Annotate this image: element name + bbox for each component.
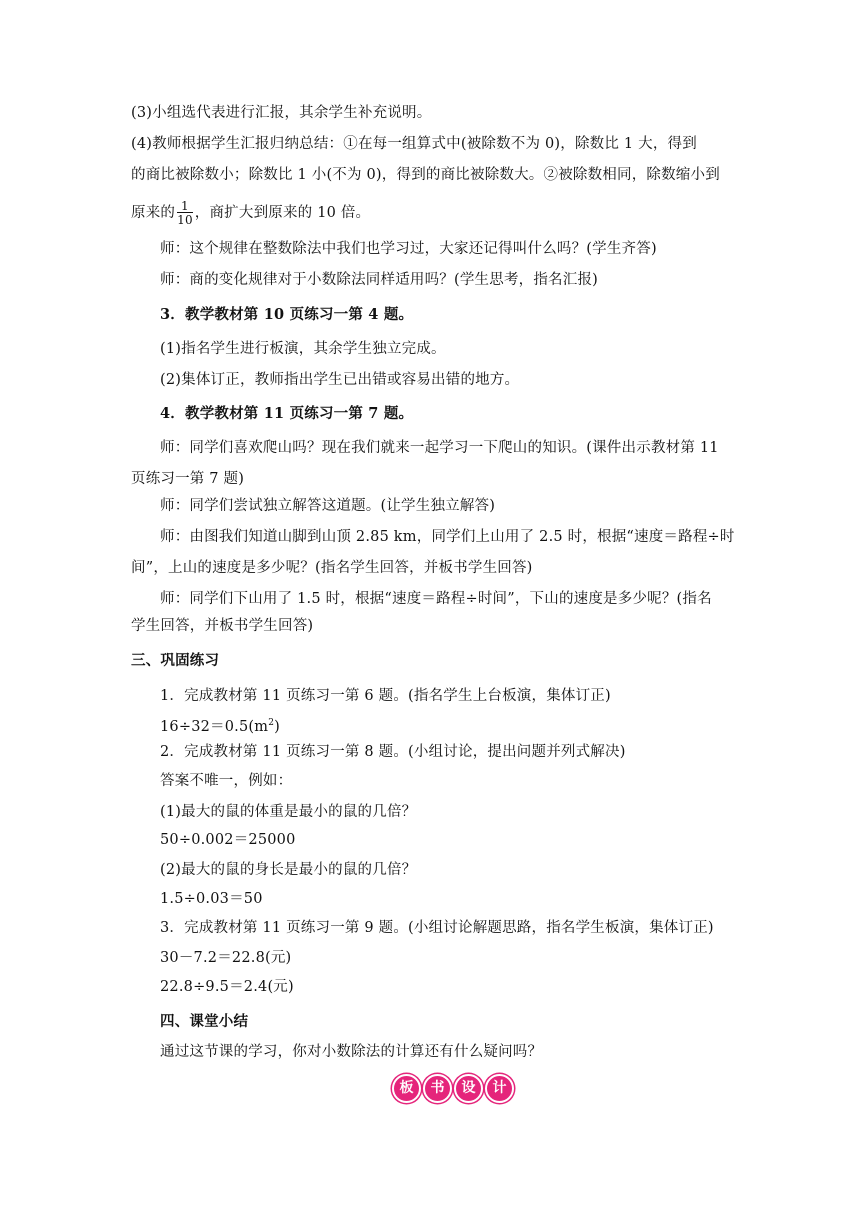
paragraph-line: 师：同学们喜欢爬山吗？现在我们就来一起学习一下爬山的知识。(课件出示教材第 11 (160, 440, 719, 456)
paragraph-line: 3．完成教材第 11 页练习一第 9 题。(小组讨论解题思路，指名学生板演，集体订正) (160, 920, 714, 936)
section-item-heading: 4．教学教材第 11 页练习一第 7 题。 (160, 405, 414, 422)
paragraph-line: 学生回答，并板书学生回答) (131, 618, 314, 634)
badge-char: 书 (423, 1074, 452, 1103)
section-heading: 四、课堂小结 (160, 1013, 249, 1030)
board-design-badge (392, 1074, 514, 1103)
paragraph-line: (1)最大的鼠的体重是最小的鼠的几倍？ (160, 804, 417, 820)
paragraph-line: 师：这个规律在整数除法中我们也学习过，大家还记得叫什么吗？(学生齐答) (160, 241, 657, 257)
equation-text: 16÷32＝0.5(m (160, 718, 269, 735)
paragraph-line: (2)集体订正，教师指出学生已出错或容易出错的地方。 (160, 372, 520, 388)
paragraph-line: (2)最大的鼠的身长是最小的鼠的几倍？ (160, 862, 417, 878)
equation-line: 30－7.2＝22.8(元) (160, 950, 292, 966)
paragraph-line: 通过这节课的学习，你对小数除法的计算还有什么疑问吗？ (160, 1044, 543, 1060)
fraction-denominator: 10 (177, 213, 193, 227)
paragraph-line: 师：同学们尝试独立解答这道题。(让学生独立解答) (160, 498, 496, 514)
paragraph-line: 的商比被除数小；除数比 1 小(不为 0)，得到的商比被除数大。②被除数相同，除数缩小到 (131, 167, 720, 183)
paragraph-line: (1)指名学生进行板演，其余学生独立完成。 (160, 341, 446, 357)
text-segment: 原来的 (131, 205, 176, 221)
paragraph-line: 2．完成教材第 11 页练习一第 8 题。(小组讨论，提出问题并列式解决) (160, 744, 626, 760)
text-segment: ，商扩大到原来的 10 倍。 (194, 205, 371, 221)
paragraph-line: 答案不唯一，例如： (160, 773, 293, 789)
paragraph-line: (4)教师根据学生汇报归纳总结：①在每一组算式中(被除数不为 0)，除数比 1 大，得到 (131, 136, 697, 152)
equation-line: 1.5÷0.03＝50 (160, 891, 263, 907)
equation-text: ) (274, 718, 281, 735)
fraction (177, 200, 193, 226)
equation-line: 50÷0.002＝25000 (160, 832, 296, 848)
superscript: 2 (268, 718, 275, 728)
paragraph-line: 页练习一第 7 题) (131, 471, 245, 487)
badge-char: 计 (485, 1074, 514, 1103)
paragraph-line: 师：由图我们知道山脚到山顶 2.85 km，同学们上山用了 2.5 时，根据“速度＝路程÷时 (160, 529, 735, 545)
equation-line (160, 713, 280, 737)
paragraph-line-fraction (131, 200, 370, 226)
equation-line: 22.8÷9.5＝2.4(元) (160, 979, 294, 995)
section-item-heading: 3．教学教材第 10 页练习一第 4 题。 (160, 306, 414, 323)
paragraph-line: 师：同学们下山用了 1.5 时，根据“速度＝路程÷时间”，下山的速度是多少呢？(指名 (160, 591, 712, 607)
badge-char: 设 (454, 1074, 483, 1103)
paragraph-line: 1．完成教材第 11 页练习一第 6 题。(指名学生上台板演，集体订正) (160, 688, 611, 704)
paragraph-line: 间”，上山的速度是多少呢？(指名学生回答，并板书学生回答) (131, 560, 533, 576)
paragraph-line: 师：商的变化规律对于小数除法同样适用吗？(学生思考，指名汇报) (160, 272, 599, 288)
badge-char: 板 (392, 1074, 421, 1103)
section-heading: 三、巩固练习 (131, 652, 220, 669)
paragraph-line: (3)小组选代表进行汇报，其余学生补充说明。 (131, 105, 432, 121)
fraction-numerator: 1 (177, 200, 193, 213)
